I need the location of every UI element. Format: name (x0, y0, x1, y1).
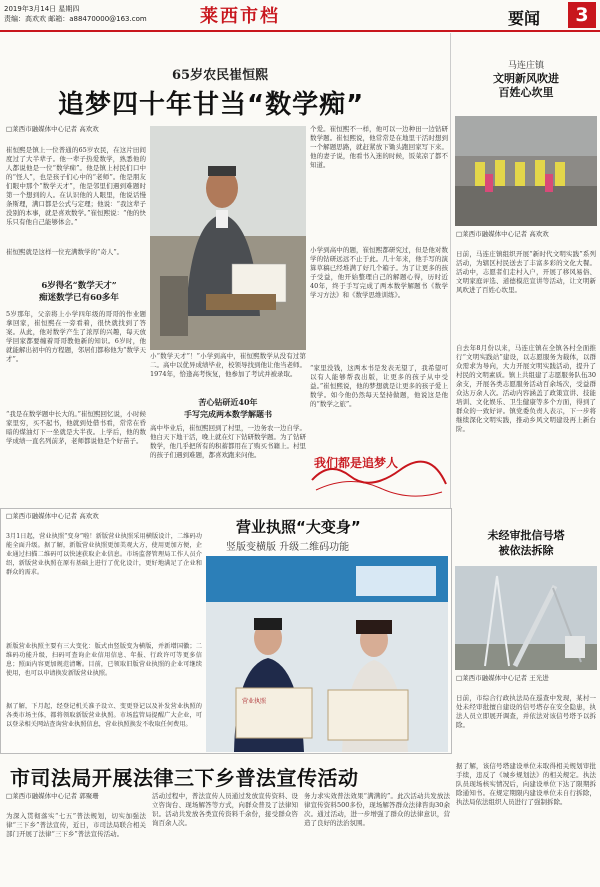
lead-col1c: 5岁那年，父亲将上小学四年级的哥哥的作业题拿回家，崔恒熙在一旁看着，很快就找到了答案。从此，他对数学产生了浓厚的兴趣，每天放学回家都要缠着哥哥教他新的知识。6岁时，他就能解出初中的方程题，邻居们都称他为“数学天才”。 (6, 310, 146, 363)
side-kicker: 马连庄镇 (507, 61, 544, 71)
license-body2: 新版营业执照主要有三大变化：版式由竖版变为横版，并新增国徽；二维码功能升级，扫码可查询企业信用信息、年报、行政许可等更多信息；照面内容更加规范清晰。目前，已领取旧版营业执照的企业可继续使用，也可以申请换发新版营业执照。 (6, 643, 202, 677)
license-body3: 据了解，下月起，经登记机关准予设立、变更登记以及补发营业执照的各类市场主体，都将领取新版营业执照。市场监管局提醒广大企业，可以登录相关网站查询营业执照信息，营业执照换发不收取任何费用。 (6, 703, 202, 728)
tower-photo (455, 566, 597, 670)
tower-body: 日前，市综合行政执法局在巡查中发现，某村一处未经审批擅自建设的信号塔存在安全隐患，执法人员立即展开调查，并依法对该信号塔予以拆除。 (456, 694, 596, 729)
lead-col2b: 高中毕业后，崔恒熙回到了村里，一边务农一边自学。他白天下地干活，晚上就在灯下钻研数学题。为了钻研数学，他几乎把所有的积蓄都用在了购买书籍上。村里的孩子们遇到难题，都喜欢跑来问他。 (150, 424, 306, 459)
pufa-col1: 为深入贯彻落实“七五”普法规划，切实加强法律“三下乡”普法宣传，近日，市司法局联合相关部门开展了法律“三下乡”普法宣传活动。 (6, 812, 146, 838)
lead-col3: 个爱。崔恒熙不一样，他可以一边种田一边钻研数学题。崔恒熙说，他常常是在地里干活时想到一个解题思路，就赶紧放下锄头跑回家写下来。他的妻子说，他看书入迷的时候，饭菜凉了都不知道。 (310, 125, 448, 169)
license-photo (206, 556, 448, 752)
pufa-col2: 活动过程中，普法宣传人员通过发放宣传资料、设立咨询台、现场解答等方式，向群众普及了法律知识。活动共发放各类宣传资料千余份，接受群众咨询百余人次。 (152, 792, 298, 827)
lead-kicker: 65岁农民崔恒熙 (172, 68, 269, 83)
lead-col3b: 小学到高中的题，崔恒熙都研究过，但是他对数学的钻研远远不止于此。几十年来，他手写的演算草稿已经堆满了好几个箱子。为了让更多的孩子受益，他开始整理自己的解题心得，历时近40年，终于手写完成了两本数学解题书《数学学习方法》和《数学思维训练》。 (310, 246, 448, 299)
side-headline: 文明新风吹进 百姓心坎里 (493, 72, 559, 99)
banner-art (310, 440, 448, 502)
side-byline: □莱西市融媒体中心记者 高欢欢 (456, 230, 549, 238)
pufa-col3: 务力求实效普法效果“满满的”。此次活动共发放法律宣传资料500多份，现场解答群众法律咨询30余次。通过活动，进一步增强了群众的法律意识，营造了良好的法治氛围。 (304, 792, 450, 827)
banner-text: 我们都是追梦人 (314, 456, 399, 470)
man-reading-photo (150, 126, 306, 350)
license-byline: □莱西市融媒体中心记者 高欢欢 (6, 512, 99, 520)
lead-photo (150, 126, 306, 350)
header-editor: 责编：高欢欢 邮箱：a88470000@163.com (4, 15, 147, 23)
children-performance-photo (455, 116, 597, 226)
side-body: 日前，马连庄镇组织开展“新时代文明实践”系列活动，为辖区村民送去了丰富多彩的文化大餐。活动中，志愿者们走村入户，开展了移风易俗、文明家庭评选、道德模范宣讲等活动，让文明新风吹进了百姓心坎里。 (456, 250, 596, 294)
tower-byline: □莱西市融媒体中心记者 王光进 (456, 674, 549, 682)
license-headline: 营业执照“大变身” (236, 518, 361, 536)
lead-subhead-2: 苦心钻研近40年 手写完成两本数学解题书 (184, 397, 272, 419)
signal-tower-photo (455, 566, 597, 670)
masthead-logo: 莱西市档 (200, 6, 280, 27)
side-photo (455, 116, 597, 226)
license-subhead: 竖版变横版 升级二维码功能 (226, 542, 350, 553)
lead-subhead-1: 6岁得名“数学天才” 痴迷数学已有60多年 (39, 281, 119, 303)
lead-col2: 小“数学天才”！”小学到高中，崔恒熙数学从没有过第二。高中以优异成绩毕业，校领导找到他让他当老师。1974年，恰逢高考恢复，他参加了考试并被录取。 (150, 352, 306, 378)
page-number: 3 (568, 2, 596, 28)
lead-col1b: 崔恒熙就是这样一位充满数学的“奇人”。 (6, 248, 124, 256)
pufa-headline: 市司法局开展法律三下乡普法宣传活动 (10, 766, 359, 790)
tower-headline: 未经审批信号塔 被依法拆除 (487, 529, 565, 557)
section-title: 要闻 (508, 9, 541, 28)
header-rule (0, 30, 600, 32)
license-body: 3月1日起，营业执照“变身”啦！新版营业执照采用横版设计，二维码功能全面升级。据了解，新版营业执照更加美观大方，使用更加方便，企业通过扫描二维码可以快速获取企业信息。市场监督管理局工作人员介绍，新版营业执照在原有基础上进行了优化设计，更好地满足了企业和群众的需求。 (6, 533, 202, 576)
side-body2: 自去年8月份以来，马连庄镇在全镇各村全面推行“文明实践站”建设，以志愿服务为载体，以群众需求为导向，大力开展文明实践活动，提升了村民的文明素质。镇上共组建了志愿服务队伍30余支，开展各类志愿服务活动百余场次，受益群众达万余人次。活动内容涵盖了政策宣讲、技能培训、文化娱乐、卫生健康等多个方面，得到了群众的一致好评。镇党委负责人表示，下一步将继续深化文明实践，推动乡风文明建设再上新台阶。 (456, 344, 596, 433)
lead-headline: 追梦四十年甘当“数学痴” (58, 90, 365, 120)
lead-col3c: “家里没钱，这两本书是发表无望了，我希望可以有人能够帮我出版，让更多的孩子从中受益。”崔恒熙说，他的梦想就是让更多的孩子爱上数学。如今他仍然每天坚持做题，他说这是他的“数学之旅”。 (310, 364, 448, 408)
lead-col1d: “我是在数学题中长大的。”崔恒熙回忆说，小时候家里穷，买不起书，他就到处借书看，常常在昏暗的煤油灯下一坐就是大半夜。上学后，他的数学成绩一直名列前茅，老师都说他是个好苗子。 (6, 410, 146, 445)
dream-banner (310, 440, 448, 502)
lead-byline: □莱西市融媒体中心记者 高欢欢 (6, 125, 99, 133)
lead-col1: 崔恒熙是镇上一位普通的65岁农民，在这片田间度过了大半辈子。他一辈子热爱数学，熟悉他的人都说他是一位“数学痴”。他是镇上村民们口中的“怪人”，也是孩子们心中的“老师”。他是朋友们眼中那个“数学天才”，他是邻里们遇到难题时第一个想到的人。在认识他的人眼里，他说话慢条斯理，满口都是公式与定理；他说：“我这辈子没别的本事，就是喜欢数学。”崔恒熙说：“他的快乐只有他自己能够体会。” (6, 146, 146, 226)
pufa-byline: □莱西市融媒体中心记者 郭聚珊 (6, 792, 99, 800)
header-date: 2019年3月14日 星期四 (4, 5, 80, 13)
license-doc-label: 营业执照 (242, 698, 267, 705)
tower-body2: 据了解，该信号塔建设单位未取得相关规划审批手续，违反了《城乡规划法》的相关规定。执法队员现场核实情况后，向建设单位下达了限期拆除通知书。在规定期限内建设单位未自行拆除，执法局依法组织人员进行了强制拆除。 (456, 762, 596, 806)
license-officers-photo (206, 556, 448, 752)
